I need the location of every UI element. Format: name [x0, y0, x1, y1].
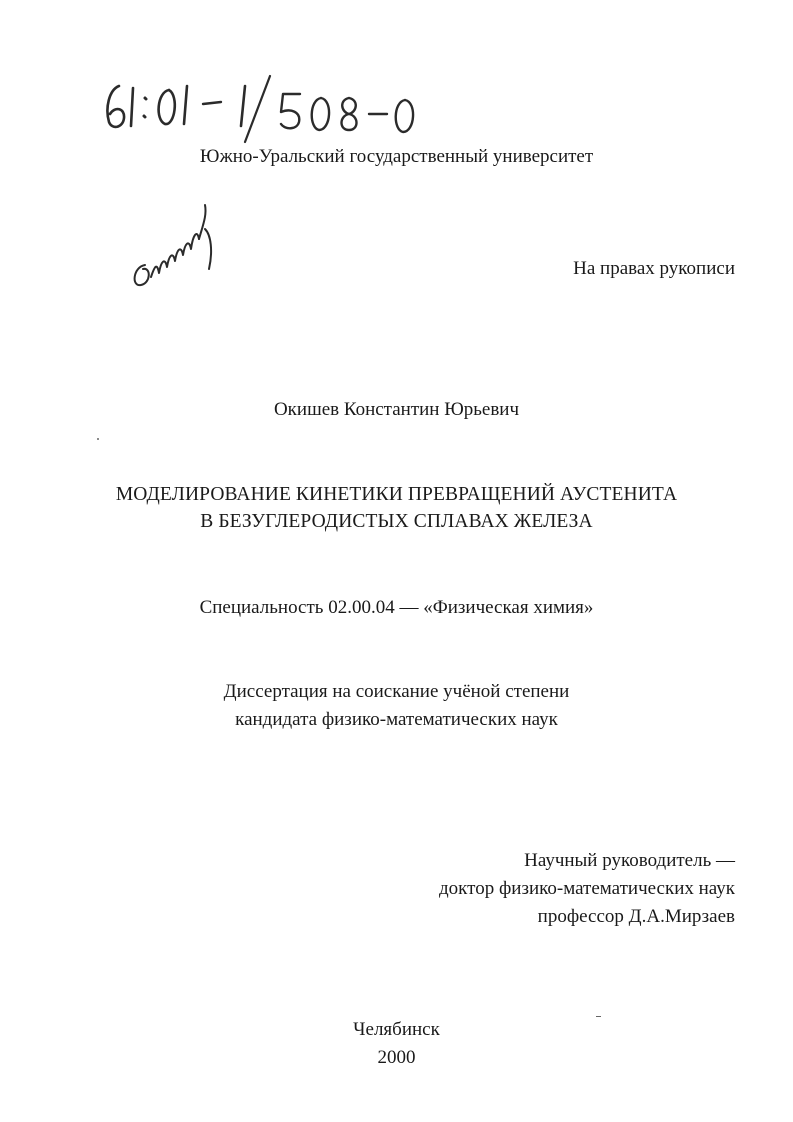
- handwritten-archive-number: [95, 68, 425, 148]
- university-name: Южно-Уральский государственный университет: [199, 146, 594, 167]
- degree-line-2: кандидата физико-математических наук: [235, 709, 558, 730]
- dissertation-title-line-1: МОДЕЛИРОВАНИЕ КИНЕТИКИ ПРЕВРАЩЕНИЙ АУСТЕНИТА: [115, 484, 678, 505]
- specialty: Специальность 02.00.04 — «Физическая химия»: [199, 597, 594, 618]
- city: Челябинск: [353, 1019, 440, 1040]
- handwritten-signature: [125, 195, 225, 295]
- year: 2000: [377, 1047, 416, 1068]
- author-name: Окишев Константин Юрьевич: [273, 399, 520, 420]
- supervisor-line-2: доктор физико-математических наук: [439, 878, 735, 899]
- supervisor-line-3: профессор Д.А.Мирзаев: [537, 906, 735, 927]
- manuscript-note: На правах рукописи: [573, 258, 735, 279]
- degree-line-1: Диссертация на соискание учёной степени: [223, 681, 570, 702]
- supervisor-line-1: Научный руководитель —: [524, 850, 735, 871]
- scan-speck: [596, 1016, 601, 1017]
- dissertation-title-line-2: В БЕЗУГЛЕРОДИСТЫХ СПЛАВАХ ЖЕЛЕЗА: [200, 511, 593, 532]
- scan-speck: [97, 438, 99, 440]
